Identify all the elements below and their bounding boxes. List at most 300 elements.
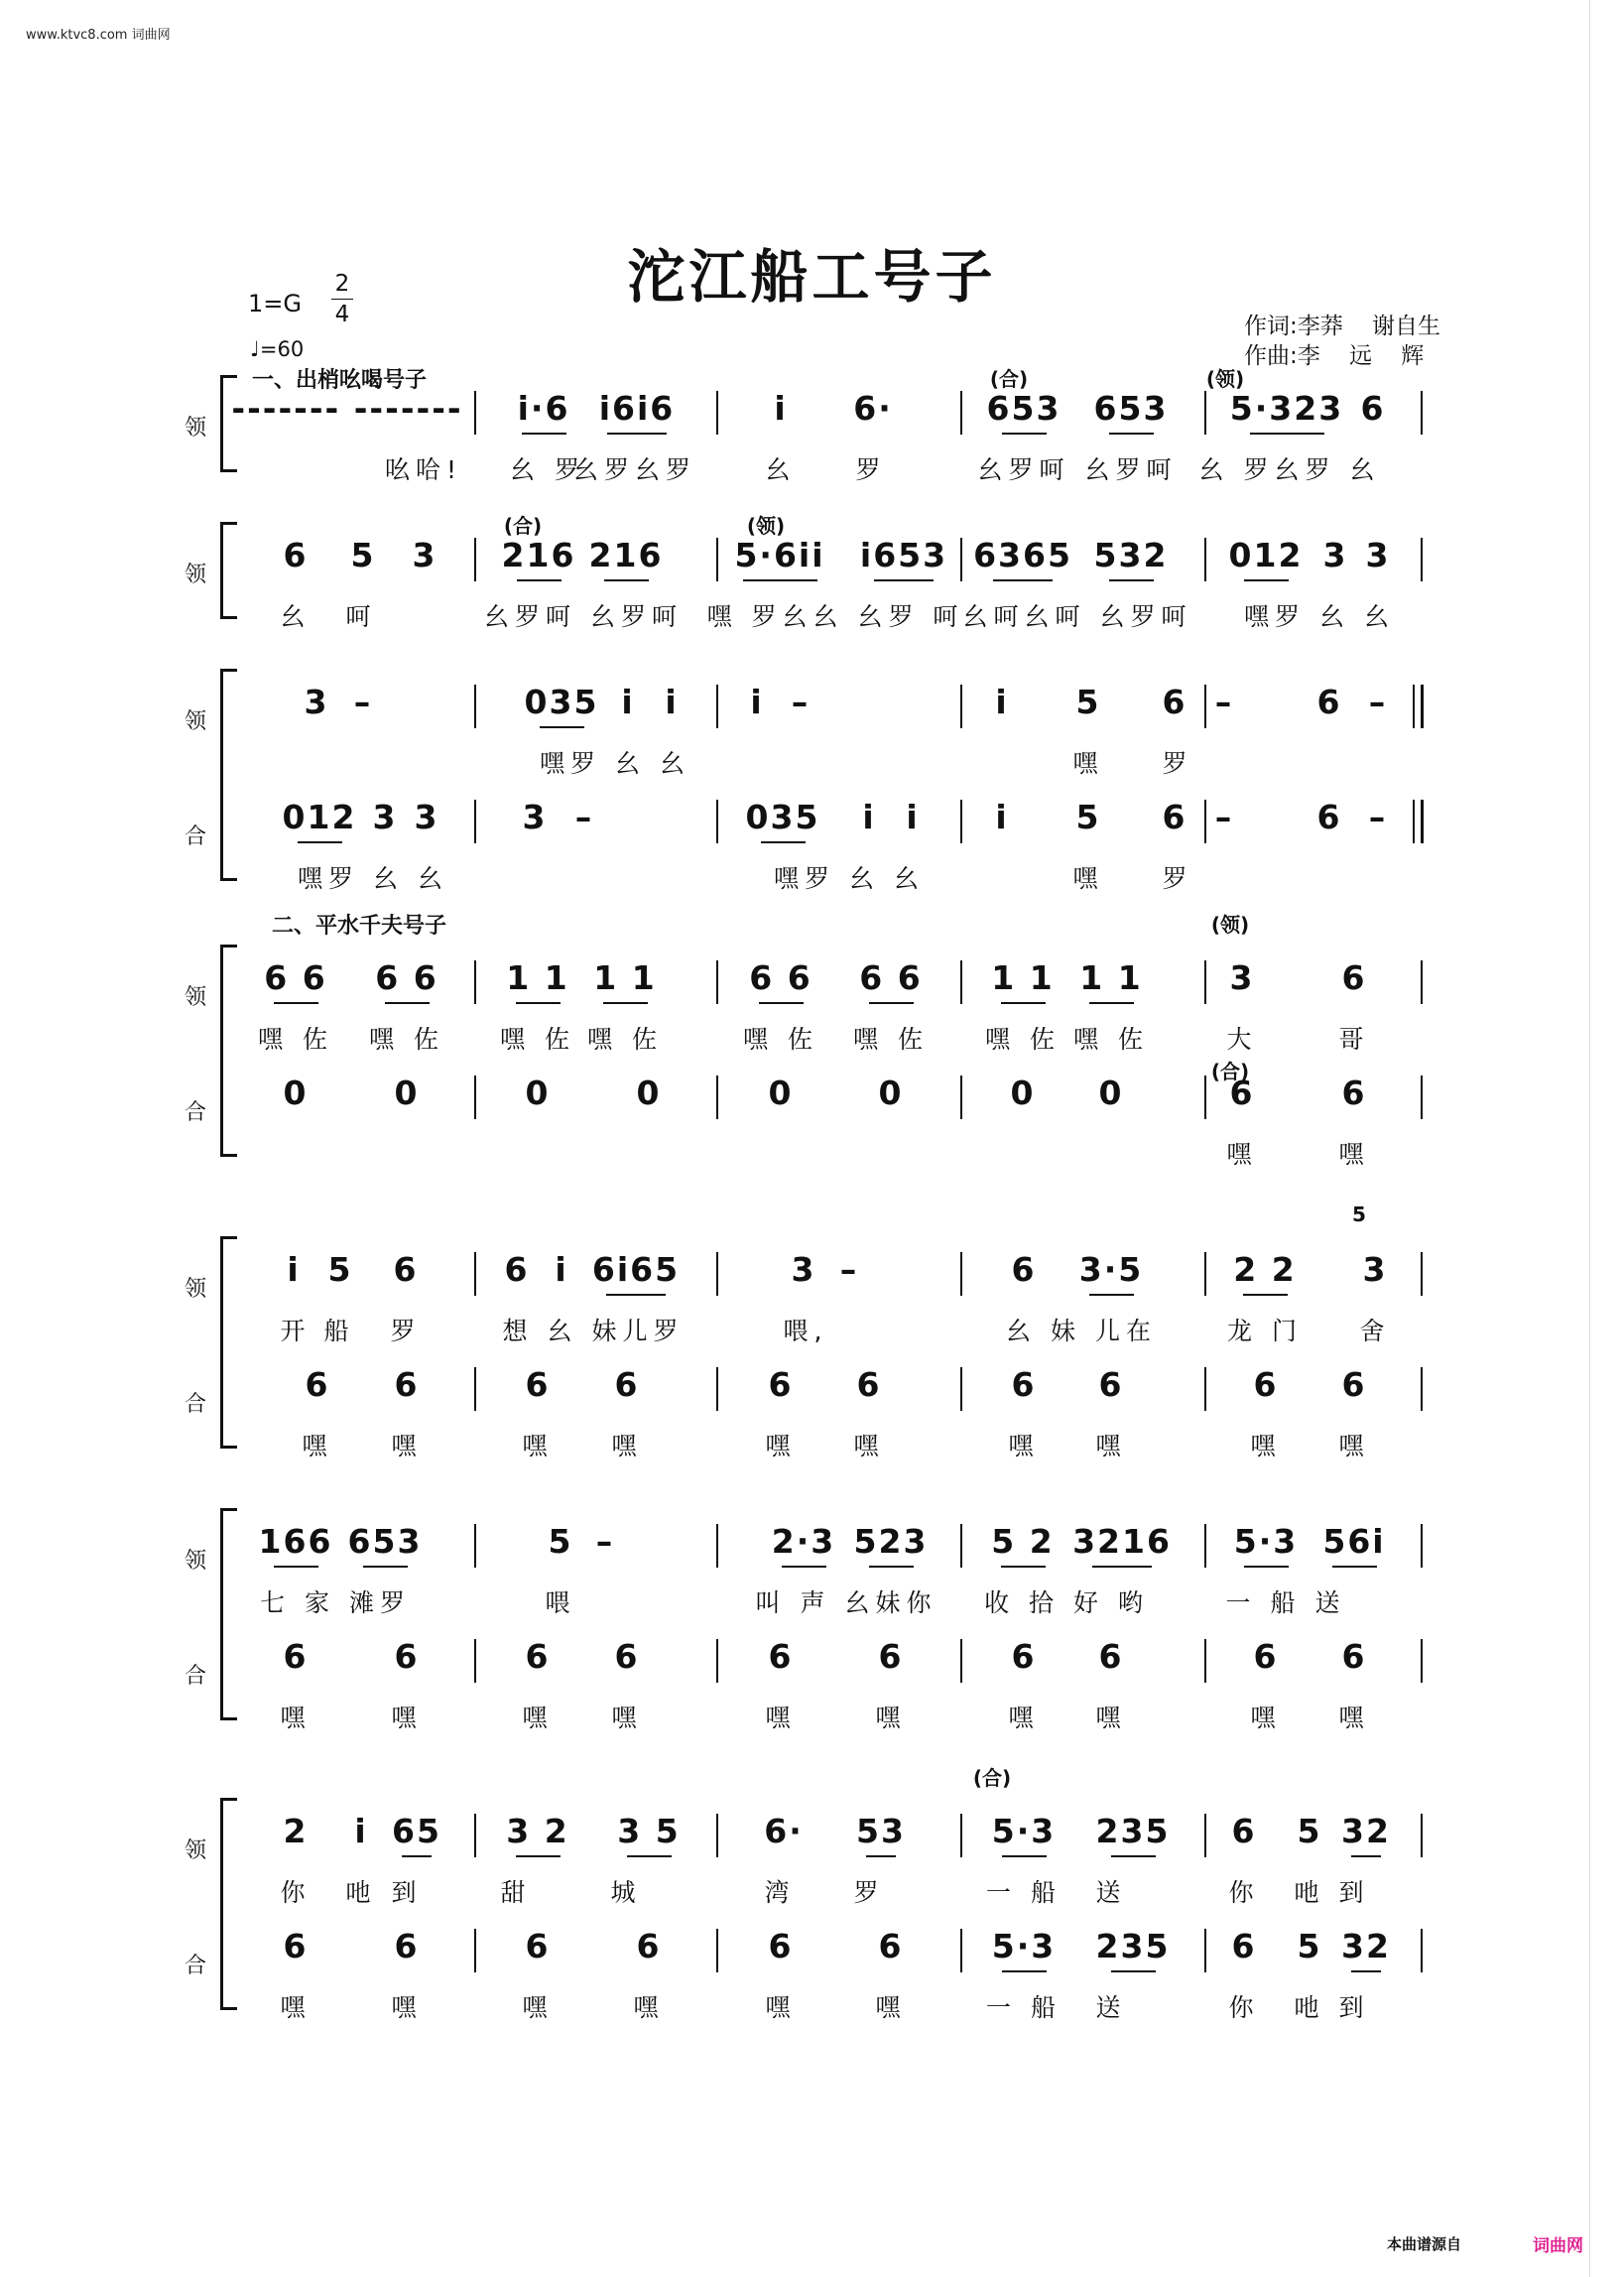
system-brace xyxy=(220,945,237,1157)
lyric: 一 船 xyxy=(986,1993,1062,2022)
note: – xyxy=(1368,683,1388,721)
lyric: 嘿 xyxy=(633,1993,665,2022)
lyric: 嘿 xyxy=(1338,1140,1370,1169)
beam xyxy=(782,1566,826,1568)
note: 653 xyxy=(347,1522,423,1561)
lyric: 嘿 佐 xyxy=(369,1025,444,1054)
lyric: 幺罗呵 幺罗呵 xyxy=(484,602,683,631)
beam xyxy=(1001,1002,1046,1004)
note: 0 xyxy=(878,1074,904,1112)
barline xyxy=(716,1252,718,1296)
lyric: 收 拾 好 哟 xyxy=(984,1588,1149,1617)
time-signature xyxy=(331,270,353,328)
note: 53 xyxy=(856,1812,906,1850)
beam xyxy=(603,1002,648,1004)
note: 6 xyxy=(394,1637,420,1676)
note: 6 xyxy=(1098,1637,1124,1676)
note: 3 xyxy=(1229,958,1255,997)
beam xyxy=(274,1002,318,1004)
lyric: 船 xyxy=(323,1317,355,1345)
barline xyxy=(960,391,962,435)
note: 6 xyxy=(1253,1365,1279,1404)
lyric: 嘿 xyxy=(391,1704,423,1732)
note: 5 xyxy=(1297,1812,1322,1850)
barline xyxy=(474,391,476,435)
lyric: 你 xyxy=(280,1878,312,1907)
note: 3 xyxy=(1365,536,1391,574)
barline xyxy=(960,1524,962,1568)
note: 3 xyxy=(791,1250,816,1289)
lyric: 罗 xyxy=(1162,864,1193,893)
lyric: 龙 门 xyxy=(1227,1317,1303,1345)
lyric: 嘿 佐 xyxy=(985,1025,1061,1054)
note: 3 xyxy=(522,798,548,836)
lyric: 幺罗呵 xyxy=(1084,455,1178,484)
note: 0 xyxy=(636,1074,662,1112)
barline xyxy=(716,1929,718,1972)
note: 6 xyxy=(1011,1365,1037,1404)
part-label-lead: 领 xyxy=(185,1277,207,1302)
beam xyxy=(607,433,667,435)
barline xyxy=(960,1075,962,1119)
note: 216 xyxy=(588,536,664,574)
lyric: 幺 罗幺罗 幺 xyxy=(1198,455,1381,484)
part-marker: (合) xyxy=(1210,1060,1250,1083)
system-brace xyxy=(220,1798,237,2010)
lyric: 嘿 xyxy=(611,1432,643,1460)
note: 6 xyxy=(394,1365,420,1404)
part-marker: (合) xyxy=(972,1766,1012,1790)
note: i·6 xyxy=(517,389,570,428)
system-brace xyxy=(220,1508,237,1720)
barline xyxy=(1421,1814,1423,1857)
note: 6 xyxy=(614,1365,640,1404)
note: 6 xyxy=(1316,798,1342,836)
lyric: 罗 xyxy=(853,1878,885,1907)
note: – xyxy=(1214,683,1234,721)
lyric: 嘿 佐 xyxy=(853,1025,929,1054)
beam xyxy=(743,579,817,581)
final-barline xyxy=(1421,800,1424,843)
beam xyxy=(298,841,342,843)
note: 3216 xyxy=(1072,1522,1172,1561)
credits xyxy=(1244,312,1440,371)
note: 6 xyxy=(1162,798,1187,836)
note: 6 6 xyxy=(859,958,923,997)
beam xyxy=(1250,433,1324,435)
note: 6 xyxy=(878,1637,904,1676)
lyric: 叫 声 幺妹你 xyxy=(755,1588,937,1617)
part-label-lead: 领 xyxy=(185,416,207,441)
note: 0 xyxy=(394,1074,420,1112)
note: 1 1 xyxy=(593,958,657,997)
note: 6 xyxy=(768,1927,794,1965)
note: 5·3 xyxy=(1233,1522,1299,1561)
beam xyxy=(1244,579,1289,581)
lyric: 嘿 xyxy=(1072,749,1104,778)
note: 6 xyxy=(1360,389,1386,428)
lyric: 开 xyxy=(280,1317,312,1345)
note: 5 xyxy=(1297,1927,1322,1965)
beam xyxy=(1332,1566,1377,1568)
note: 6 xyxy=(525,1927,551,1965)
note: 5 xyxy=(327,1250,353,1289)
lyric: 嘿罗 幺 幺 xyxy=(298,864,448,893)
part-label-chorus: 合 xyxy=(185,1100,207,1125)
lyric: 嘿 xyxy=(522,1704,554,1732)
note: 3·5 xyxy=(1078,1250,1144,1289)
lyric: 嘿 xyxy=(280,1704,312,1732)
beam xyxy=(522,433,566,435)
barline xyxy=(716,1075,718,1119)
beam xyxy=(1243,1294,1288,1296)
beam xyxy=(1092,1566,1152,1568)
footer-source: 本曲谱源自 xyxy=(1387,2235,1462,2253)
barline xyxy=(1204,1075,1206,1119)
lyric: 到 xyxy=(391,1878,423,1907)
note: 2 xyxy=(283,1812,309,1850)
time-denominator: 4 xyxy=(334,302,350,327)
note: 6 xyxy=(614,1637,640,1676)
barline xyxy=(1204,685,1206,728)
lyric: 到 xyxy=(1338,1878,1370,1907)
barline xyxy=(474,1639,476,1683)
barline xyxy=(1421,1524,1423,1568)
note: 5·323 xyxy=(1229,389,1344,428)
note: 6 xyxy=(1231,1927,1257,1965)
note: 035 xyxy=(745,798,820,836)
barline xyxy=(1421,1075,1423,1119)
footer-brand-link[interactable]: 词曲网 xyxy=(1533,2236,1583,2256)
note: 6 6 xyxy=(264,958,327,997)
beam xyxy=(869,1002,914,1004)
lyric: 嘿 xyxy=(765,1704,797,1732)
lyric: 嘿 xyxy=(1095,1432,1127,1460)
note: i xyxy=(621,683,635,721)
note: 3 xyxy=(304,683,329,721)
note: 6 xyxy=(878,1927,904,1965)
lyric: 嘿 xyxy=(853,1432,885,1460)
note: 0 xyxy=(525,1074,551,1112)
beam xyxy=(1244,1566,1289,1568)
note: 0 xyxy=(283,1074,309,1112)
part-label-lead: 领 xyxy=(185,1549,207,1574)
barline xyxy=(474,1929,476,1972)
lyric: 嘿 xyxy=(875,1704,907,1732)
barline xyxy=(716,391,718,435)
note: 235 xyxy=(1095,1812,1171,1850)
barline xyxy=(474,1367,476,1411)
composer: 作曲:李 远 辉 xyxy=(1244,343,1425,369)
beam xyxy=(1089,1294,1134,1296)
barline xyxy=(1413,685,1415,728)
note: 6 xyxy=(1231,1812,1257,1850)
lyric: 幺 妹 儿在 xyxy=(1006,1317,1157,1345)
lyric: 送 xyxy=(1095,1993,1127,2022)
beam xyxy=(1109,433,1154,435)
note: 0 xyxy=(1098,1074,1124,1112)
lyric: 嘿 佐 xyxy=(500,1025,575,1054)
part-label-chorus: 合 xyxy=(185,1954,207,1978)
note: 6 xyxy=(768,1637,794,1676)
part-label-lead: 领 xyxy=(185,1838,207,1863)
note: 6 xyxy=(283,1927,309,1965)
barline xyxy=(474,960,476,1004)
note: i xyxy=(750,683,764,721)
barline xyxy=(1421,1252,1423,1296)
barline xyxy=(474,685,476,728)
part-label-lead: 领 xyxy=(185,985,207,1010)
note: 235 xyxy=(1095,1927,1171,1965)
note: 6 xyxy=(305,1365,330,1404)
barline xyxy=(1413,800,1415,843)
lyric: 嘿 佐 xyxy=(587,1025,663,1054)
note: 3 5 xyxy=(617,1812,681,1850)
beam xyxy=(606,1294,666,1296)
part-marker: (领) xyxy=(746,514,786,538)
note: 6365 xyxy=(973,536,1072,574)
final-barline xyxy=(1421,685,1424,728)
beam xyxy=(1002,433,1047,435)
note: 32 xyxy=(1341,1927,1391,1965)
note: 6 xyxy=(283,536,309,574)
note: – xyxy=(791,683,811,721)
note: 6· xyxy=(853,389,893,428)
note: i xyxy=(995,683,1009,721)
lyric: 幺 xyxy=(280,602,312,631)
lyric: 嘿罗 幺 幺 xyxy=(540,749,690,778)
note: 1 1 xyxy=(506,958,569,997)
barline xyxy=(474,1075,476,1119)
note: 1 1 xyxy=(991,958,1055,997)
lyric: 嘿 佐 xyxy=(743,1025,818,1054)
note: 3 xyxy=(414,798,439,836)
barline xyxy=(1421,1929,1423,1972)
note: i653 xyxy=(859,536,948,574)
beam xyxy=(604,579,649,581)
note: 6 xyxy=(1011,1637,1037,1676)
note: – xyxy=(1368,798,1388,836)
lyric: 吆哈! xyxy=(384,455,463,484)
part-marker: (领) xyxy=(1210,913,1250,937)
beam xyxy=(761,841,806,843)
barline xyxy=(1204,1929,1206,1972)
lyric: 一 船 送 xyxy=(1225,1588,1346,1617)
note: 6· xyxy=(764,1812,804,1850)
part-label-chorus: 合 xyxy=(185,1664,207,1689)
note: – xyxy=(595,1522,615,1561)
time-numerator: 2 xyxy=(334,271,350,297)
note: 5 xyxy=(350,536,376,574)
lyric: 七 家 滩罗 xyxy=(260,1588,411,1617)
barline xyxy=(716,1814,718,1857)
barline xyxy=(1204,1367,1206,1411)
lyric: 大 xyxy=(1226,1025,1258,1054)
note: i xyxy=(287,1250,301,1289)
part-label-chorus: 合 xyxy=(185,824,207,849)
note: i6i6 xyxy=(598,389,676,428)
page-border xyxy=(1589,0,1590,2277)
barline xyxy=(716,1367,718,1411)
beam xyxy=(866,1855,896,1857)
part-marker: (合) xyxy=(989,367,1029,391)
note: 3 xyxy=(412,536,437,574)
lyric: 嘿 xyxy=(280,1993,312,2022)
lyric: 罗 xyxy=(390,1317,422,1345)
barline xyxy=(716,800,718,843)
note: 5 xyxy=(548,1522,573,1561)
lyric: 罗 xyxy=(855,455,887,484)
beam xyxy=(363,1566,408,1568)
note: 32 xyxy=(1341,1812,1391,1850)
note: i xyxy=(354,1812,368,1850)
note: 532 xyxy=(1093,536,1169,574)
note: 3 2 xyxy=(506,1812,569,1850)
note: 6 xyxy=(1229,1074,1255,1112)
barline xyxy=(1421,1367,1423,1411)
lyric: 幺 罗 xyxy=(510,455,585,484)
barline xyxy=(960,800,962,843)
note: 6 xyxy=(394,1927,420,1965)
note: 3 xyxy=(1362,1250,1388,1289)
note: 6 xyxy=(1316,683,1342,721)
lyric: 嘿 罗幺幺 幺罗 呵 xyxy=(706,602,964,631)
note: 6 xyxy=(636,1927,662,1965)
lyric: 城 xyxy=(610,1878,642,1907)
note: 65 xyxy=(392,1812,441,1850)
lyric: 嘿 xyxy=(1250,1432,1282,1460)
barline xyxy=(1421,538,1423,581)
note: 6 xyxy=(504,1250,530,1289)
lyric: 嘿 xyxy=(1095,1704,1127,1732)
note: 5·3 xyxy=(991,1812,1057,1850)
lyric: 吔 xyxy=(345,1878,377,1907)
barline xyxy=(1204,1639,1206,1683)
note: 2 2 xyxy=(1233,1250,1297,1289)
lyric: 嘿 xyxy=(1008,1704,1040,1732)
note: 6 xyxy=(1341,1365,1367,1404)
note: 6 6 xyxy=(375,958,438,997)
lyric: 嘿 xyxy=(391,1993,423,2022)
lyric: 嘿 xyxy=(765,1993,797,2022)
note: 5 2 xyxy=(991,1522,1055,1561)
note: 0 xyxy=(768,1074,794,1112)
right-edge-watermark xyxy=(1608,0,1622,2277)
lyric: 嘿 xyxy=(1338,1704,1370,1732)
lyric: 吔 xyxy=(1294,1878,1325,1907)
lyric: 想 幺 妹儿罗 xyxy=(502,1317,685,1345)
barline xyxy=(474,1252,476,1296)
part-marker: (领) xyxy=(1205,367,1245,391)
note: – xyxy=(839,1250,859,1289)
note: 216 xyxy=(501,536,576,574)
note: 653 xyxy=(986,389,1062,428)
lyric: 嘿 佐 xyxy=(1073,1025,1149,1054)
system-brace xyxy=(220,669,237,881)
lyric: 喂, xyxy=(783,1317,828,1345)
barline xyxy=(1204,1252,1206,1296)
barline xyxy=(716,685,718,728)
barline xyxy=(960,1367,962,1411)
note: 6 xyxy=(1341,1637,1367,1676)
lyric: 嘿 xyxy=(1250,1704,1282,1732)
lyric: 嘿 xyxy=(875,1993,907,2022)
note: 56i xyxy=(1322,1522,1386,1561)
note: 6 xyxy=(1011,1250,1037,1289)
note: 6 xyxy=(393,1250,419,1289)
beam xyxy=(1351,1970,1381,1972)
part-label-lead: 领 xyxy=(185,563,207,587)
note: 523 xyxy=(853,1522,929,1561)
lyric: 幺呵幺呵 幺罗呵 xyxy=(962,602,1192,631)
lyric: 嘿 xyxy=(522,1993,554,2022)
lyricist: 作词:李莽 谢自生 xyxy=(1244,314,1440,339)
note: 5 xyxy=(1075,798,1101,836)
barline xyxy=(716,960,718,1004)
section-1-title: 一、出梢吆喝号子 xyxy=(252,368,428,393)
lyric: 嘿罗 幺 幺 xyxy=(774,864,925,893)
note: 2·3 xyxy=(771,1522,836,1561)
note: 5·6ii xyxy=(734,536,825,574)
lyric: 嘿 xyxy=(611,1704,643,1732)
lyric: 嘿 xyxy=(391,1432,423,1460)
lyric: 舍 xyxy=(1359,1317,1391,1345)
lyric: 嘿 xyxy=(522,1432,554,1460)
note: 6 xyxy=(856,1365,882,1404)
song-title: 沱江船工号子 xyxy=(627,243,997,311)
key-signature: 1=G xyxy=(248,290,302,317)
note: 035 xyxy=(524,683,599,721)
note: i xyxy=(665,683,679,721)
barline xyxy=(474,1524,476,1568)
lyric: 嘿罗 幺 幺 xyxy=(1244,602,1395,631)
note: 6 xyxy=(525,1365,551,1404)
barline xyxy=(716,1639,718,1683)
lyric: 嘿 xyxy=(765,1432,797,1460)
barline xyxy=(960,685,962,728)
lyric: 你 xyxy=(1228,1878,1260,1907)
note: 012 xyxy=(282,798,357,836)
note: – xyxy=(574,798,594,836)
beam xyxy=(1089,1002,1134,1004)
note: 653 xyxy=(1093,389,1169,428)
note: 1 1 xyxy=(1079,958,1143,997)
barline xyxy=(1204,1814,1206,1857)
barline xyxy=(716,538,718,581)
note: 6 xyxy=(1341,1074,1367,1112)
lyric: 嘿 xyxy=(1226,1140,1258,1169)
part-label-chorus: 合 xyxy=(185,1392,207,1417)
site-url[interactable]: www.ktvc8.com 词曲网 xyxy=(26,28,171,43)
lyric: 到 xyxy=(1338,1993,1370,2022)
tempo-marking: ♩=60 xyxy=(250,337,305,361)
lyric: 喂 xyxy=(545,1588,576,1617)
note: 5·3 xyxy=(991,1927,1057,1965)
part-label-lead: 领 xyxy=(185,709,207,734)
note: 3 xyxy=(372,798,398,836)
lyric: 嘿 佐 xyxy=(258,1025,333,1054)
beam xyxy=(1109,579,1154,581)
note: 3 xyxy=(1322,536,1348,574)
note: 6 xyxy=(768,1365,794,1404)
left-edge-watermark xyxy=(2,0,16,2277)
lyric: 嘿 xyxy=(1338,1432,1370,1460)
barline xyxy=(960,1814,962,1857)
system-brace xyxy=(220,522,237,619)
section-2-title: 二、平水千夫号子 xyxy=(272,914,447,939)
beam xyxy=(274,1566,318,1568)
beam xyxy=(1111,1855,1156,1857)
